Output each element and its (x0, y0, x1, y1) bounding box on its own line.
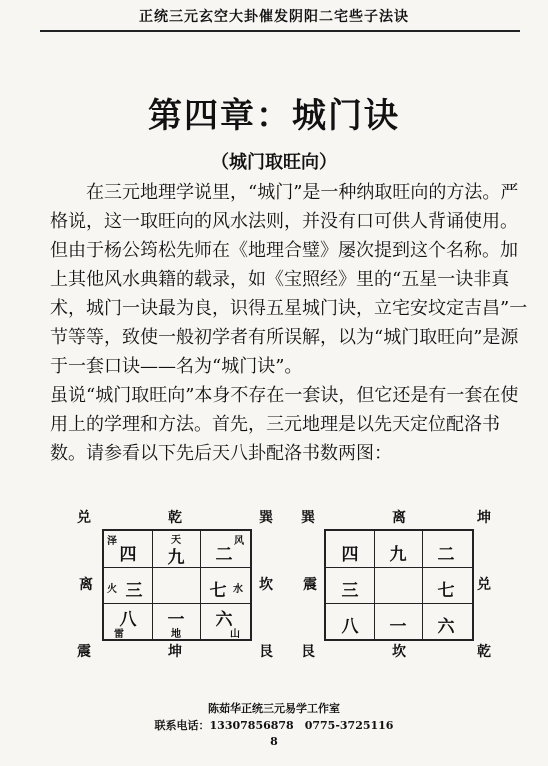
diagram-xiantian (64, 503, 284, 661)
cell-top-center (152, 531, 200, 567)
diagram-houtian (290, 503, 510, 661)
footer-contact: 联系电话：13307856878 0775-3725116 (154, 719, 394, 732)
luoshu-number: 八 (119, 610, 137, 630)
cell-center (152, 567, 200, 603)
label-bottom-center: 坤 (168, 644, 182, 660)
luoshu-number: 六 (437, 617, 455, 637)
cell-mid-right (422, 567, 470, 603)
cell-bottom-center (374, 603, 422, 639)
luoshu-number: 八 (341, 617, 359, 637)
luoshu-number: 一 (389, 617, 407, 637)
trigram-tag: 水 (233, 584, 243, 595)
trigram-tag: 天 (171, 535, 181, 546)
trigram-tag: 火 (107, 584, 117, 595)
page-number: 8 (270, 735, 278, 748)
label-top-right: 坤 (477, 510, 491, 526)
trigram-tag: 雷 (114, 629, 124, 640)
cell-top-right (200, 531, 248, 567)
label-bottom-left: 震 (77, 644, 91, 660)
cell-top-left (104, 531, 152, 567)
luoshu-number: 三 (341, 581, 359, 601)
cell-bottom-left (104, 603, 152, 639)
luoshu-grid (102, 529, 252, 641)
label-bottom-left: 艮 (301, 644, 315, 660)
cell-mid-left (104, 567, 152, 603)
label-bottom-right: 乾 (477, 644, 491, 660)
label-top-right: 巽 (259, 510, 273, 526)
label-mid-left: 离 (79, 577, 93, 593)
cell-top-center (374, 531, 422, 567)
paragraph-2: 虽说“城门取旺向”本身不存在一套诀，但它还是有一套在使用上的学理和方法。首先，三元地理是以先天定位配洛书数。请参看以下先后天八卦配洛书数两图： (50, 385, 519, 464)
cell-bottom-right (200, 603, 248, 639)
luoshu-number: 七 (437, 581, 455, 601)
trigram-tag: 泽 (107, 536, 117, 547)
luoshu-number: 二 (215, 545, 233, 565)
cell-center (374, 567, 422, 603)
label-mid-right: 坎 (259, 577, 273, 593)
label-top-left: 巽 (301, 510, 315, 526)
cell-top-left (326, 531, 374, 567)
cell-bottom-left (326, 603, 374, 639)
luoshu-number: 九 (389, 545, 407, 565)
paragraph-1: 在三元地理学说里，“城门”是一种纳取旺向的方法。严格说，这一取旺向的风水法则，并没有口可供人背诵使用。但由于杨公筠松先师在《地理合璧》屡次提到这个名称。加上其他风水典籍的载录，如《宝照经》里的“五星一诀非真术，城门一诀最为良，识得五星城门诀，立宅安坟定吉昌”一节等等，致使一般初学者有所误解，以为“城门取旺向”是源于一套口诀——名为“城门诀”。 (50, 182, 528, 377)
luoshu-grid (324, 529, 474, 641)
label-top-center: 离 (392, 510, 406, 526)
label-bottom-center: 坎 (392, 644, 406, 660)
cell-mid-left (326, 567, 374, 603)
trigram-tag: 风 (234, 536, 244, 547)
header-rule (40, 30, 520, 32)
luoshu-number: 二 (437, 545, 455, 565)
luoshu-number: 九 (167, 548, 185, 568)
running-header: 正统三元玄空大卦催发阴阳二宅些子法诀 (139, 9, 409, 25)
cell-bottom-right (422, 603, 470, 639)
chapter-title: 第四章：城门诀 (148, 96, 400, 136)
cell-mid-right (200, 567, 248, 603)
luoshu-number: 七 (209, 581, 227, 601)
cell-bottom-center (152, 603, 200, 639)
luoshu-number: 四 (119, 545, 137, 565)
label-top-left: 兑 (77, 510, 91, 526)
luoshu-number: 四 (341, 545, 359, 565)
luoshu-number: 六 (215, 610, 233, 630)
footer-studio: 陈茹华正统三元易学工作室 (208, 702, 340, 715)
label-top-center: 乾 (168, 510, 182, 526)
body-text (50, 178, 528, 468)
trigram-tag: 地 (171, 629, 181, 640)
label-bottom-right: 艮 (259, 644, 273, 660)
label-mid-right: 兑 (477, 577, 491, 593)
label-mid-left: 震 (303, 577, 317, 593)
cell-top-right (422, 531, 470, 567)
trigram-tag: 山 (230, 629, 240, 640)
chapter-subtitle: （城门取旺向） (211, 152, 337, 173)
luoshu-number: 三 (125, 581, 143, 601)
luoshu-number: 一 (167, 610, 185, 630)
